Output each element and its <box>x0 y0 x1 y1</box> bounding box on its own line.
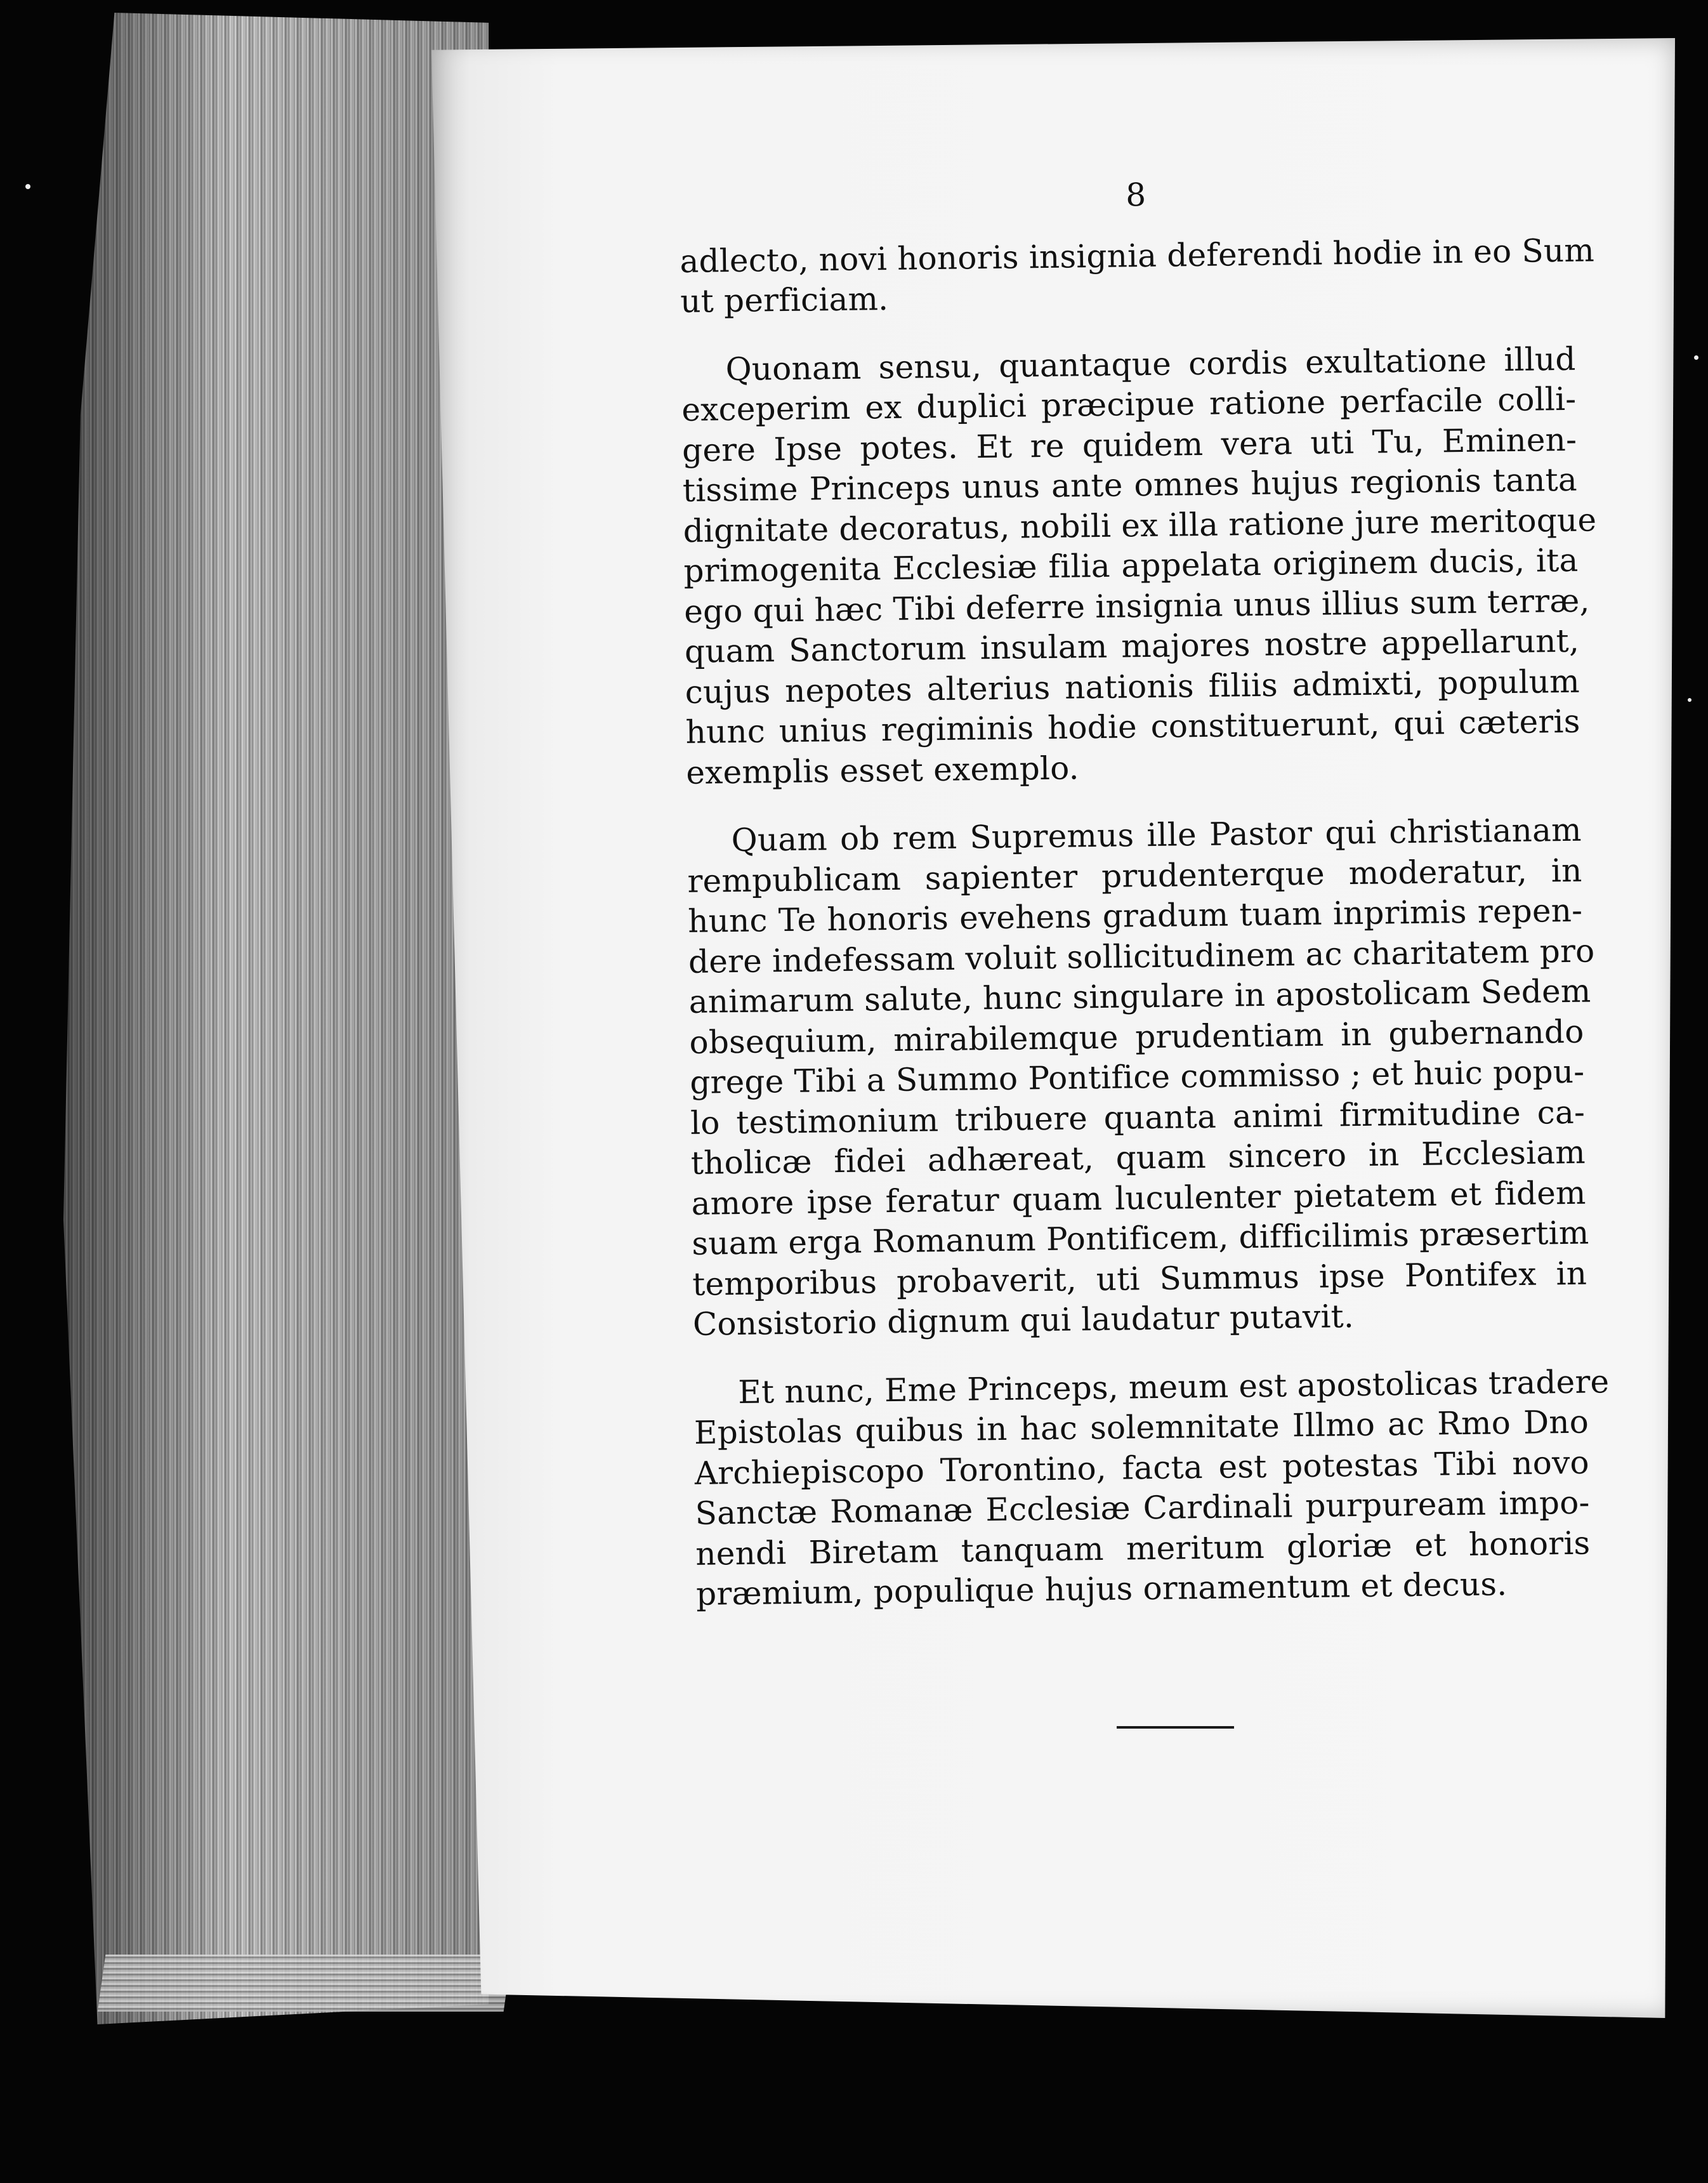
text-line: obsequium, mirabilemque prudentiam in gubernando <box>689 1013 1584 1061</box>
text-line: præmium, populique hujus ornamentum et decus. <box>695 1566 1508 1613</box>
paragraph <box>680 230 1595 322</box>
text-line: ut perficiam. <box>680 280 889 320</box>
text-line: dignitate decoratus, nobili ex illa ratione jure meritoque <box>683 501 1597 550</box>
text-line: quam Sanctorum insulam majores nostre appellarunt, <box>684 622 1580 670</box>
text-line: adlecto, novi honoris insignia deferendi hodie in eo Sum <box>680 231 1595 280</box>
scan-speck <box>1694 355 1698 360</box>
text-line: primogenita Ecclesiæ filia appelata originem ducis, ita <box>683 541 1579 590</box>
text-line: tissime Princeps unus ante omnes hujus regionis tanta <box>682 461 1578 509</box>
text-line: suam erga Romanum Pontificem, difficilimis præsertim <box>692 1214 1589 1262</box>
text-line: hunc Te honoris evehens gradum tuam inprimis repen- <box>687 892 1583 940</box>
text-line: grege Tibi a Summo Pontifice commisso ; et huic popu- <box>690 1053 1585 1101</box>
text-line: cujus nepotes alterius nationis filiis admixti, populum <box>685 663 1580 711</box>
text-line: Consistorio dignum qui laudatur putavit. <box>692 1298 1355 1343</box>
text-line: Et nunc, Eme Princeps, meum est apostolicas tradere <box>737 1362 1610 1411</box>
text-line: Quonam sensu, quantaque cordis exultatione illud <box>725 340 1576 388</box>
end-rule <box>1117 1726 1234 1729</box>
page-text <box>679 170 1610 1643</box>
paragraph <box>681 339 1597 793</box>
text-line: rempublicam sapienter prudenterque moderatur, in <box>687 852 1582 900</box>
text-line: amore ipse feratur quam luculenter pietatem et fidem <box>691 1174 1586 1222</box>
text-line: Sanctæ Romanæ Ecclesiæ Cardinali purpuream impo- <box>695 1484 1590 1532</box>
text-line: Epistolas quibus in hac solemnitate Illmo ac Rmo Dno <box>693 1403 1589 1451</box>
text-line: temporibus probaverit, uti Summus ipse Pontifex in <box>692 1255 1587 1303</box>
text-line: exceperim ex duplici præcipue ratione perfacile colli- <box>681 380 1577 428</box>
text-line: Archiepiscopo Torontino, facta est potestas Tibi novo <box>694 1444 1590 1492</box>
paragraph <box>693 1362 1610 1614</box>
text-line: exemplis esset exemplo. <box>686 749 1080 791</box>
paragraph-list <box>680 230 1610 1614</box>
scan-speck <box>1688 698 1692 702</box>
scan-speck <box>25 184 30 189</box>
text-line: lo testimonium tribuere quanta animi firmitudine ca- <box>690 1093 1586 1142</box>
book-page-edges-bottom <box>98 1955 512 2012</box>
page-number: 8 <box>1125 176 1146 214</box>
text-line: tholicæ fidei adhæreat, quam sincero in Ecclesiam <box>690 1133 1586 1182</box>
text-line: dere indefessam voluit sollicitudinem ac charitatem pro <box>688 932 1595 980</box>
text-line: ego qui hæc Tibi deferre insignia unus illius sum terræ, <box>683 582 1590 630</box>
paragraph <box>686 810 1595 1345</box>
text-line: gere Ipse potes. Et re quidem vera uti Tu, Eminen- <box>681 421 1577 469</box>
text-line: animarum salute, hunc singulare in apostolicam Sedem <box>688 972 1591 1020</box>
text-line: Quam ob rem Supremus ille Pastor qui christianam <box>731 811 1582 859</box>
text-line: hunc unius regiminis hodie constituerunt, qui cæteris <box>685 702 1580 751</box>
book-page-edges <box>63 13 489 2024</box>
text-line: nendi Biretam tanquam meritum gloriæ et honoris <box>695 1524 1591 1573</box>
